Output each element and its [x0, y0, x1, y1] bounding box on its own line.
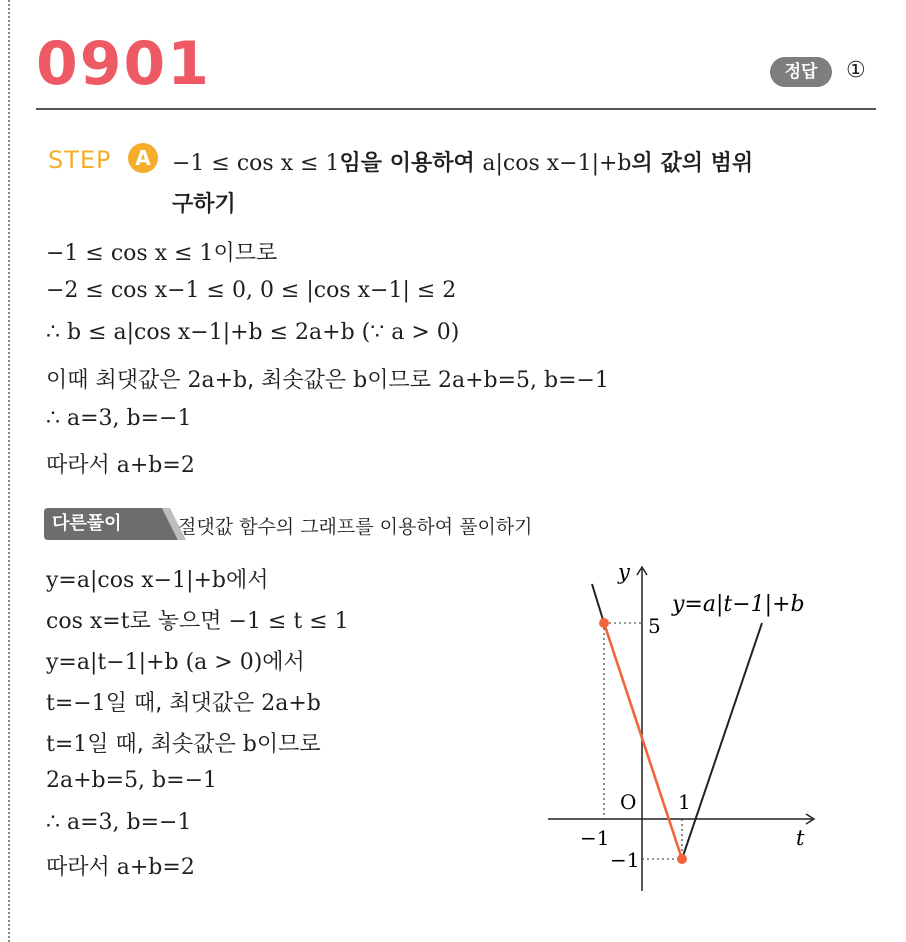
- alt-line-5: [46, 727, 321, 758]
- page-left-border: [8, 0, 10, 942]
- math: b: [242, 732, 257, 757]
- graph-highlight-segment: [604, 623, 682, 859]
- math: t=1: [46, 732, 88, 757]
- math: 2a+b: [261, 691, 321, 716]
- text: 일 때, 최솟값은: [87, 732, 243, 757]
- math: −1 ≤ t ≤ 1: [228, 609, 349, 634]
- text: 따라서: [46, 453, 117, 478]
- x-tick-neg: −1: [580, 826, 610, 850]
- text: 이므로: [213, 241, 278, 266]
- text: 에서: [262, 650, 305, 675]
- text: , 최솟값은: [247, 368, 354, 393]
- alt-line-4: [46, 686, 321, 717]
- math: y=a|cos x−1|+b: [46, 568, 227, 593]
- absolute-value-graph: [540, 555, 830, 900]
- text: 로 놓으면: [129, 609, 229, 634]
- min-point: [677, 854, 687, 864]
- math: t=−1: [46, 691, 106, 716]
- solution-line-4: [46, 363, 609, 394]
- x-tick-pos: 1: [678, 790, 691, 814]
- y-axis-label: y: [618, 560, 630, 584]
- alt-line-6: 2a+b=5, b=−1: [46, 768, 217, 793]
- step-title-line-2: 구하기: [172, 192, 236, 217]
- math: y=a|t−1|+b (a > 0): [46, 650, 263, 675]
- t-axis-label: t: [796, 826, 805, 850]
- step-title-line-1: [172, 146, 753, 177]
- step-title-text-2: 의 값의 범위: [631, 151, 754, 176]
- text: 일 때, 최댓값은: [105, 691, 262, 716]
- text: 이때 최댓값은: [46, 368, 188, 393]
- alt-line-2: [46, 604, 349, 635]
- math: 2a+b: [187, 368, 248, 393]
- step-title-text-1: 임을 이용하여: [339, 151, 483, 176]
- text: 이므로: [367, 368, 438, 393]
- max-point: [599, 618, 609, 628]
- math: a+b=2: [116, 453, 195, 478]
- math: −1 ≤ cos x ≤ 1: [46, 241, 214, 266]
- header-rule: [36, 108, 876, 110]
- text: 이므로: [256, 732, 321, 757]
- alternative-description: 절댓값 함수의 그래프를 이용하여 풀이하기: [178, 516, 533, 538]
- math: a+b=2: [116, 855, 195, 880]
- alt-line-7: ∴ a=3, b=−1: [46, 810, 192, 835]
- graph-left-extension: [592, 584, 604, 623]
- step-title-inequality: −1 ≤ cos x ≤ 1: [172, 151, 340, 176]
- alt-line-1: [46, 563, 269, 594]
- text: 따라서: [46, 855, 117, 880]
- step-title-expression: a|cos x−1|+b: [482, 151, 632, 176]
- alt-line-8: [46, 850, 195, 881]
- answer-badge: 정답: [770, 57, 832, 87]
- text: 에서: [226, 568, 269, 593]
- answer-value: ①: [846, 58, 866, 83]
- function-label: y=a|t−1|+b: [672, 592, 805, 617]
- alternative-label: 다른풀이: [52, 513, 122, 534]
- y-tick-min: −1: [610, 848, 640, 872]
- origin-label: O: [620, 790, 637, 814]
- solution-line-2: −2 ≤ cos x−1 ≤ 0, 0 ≤ |cos x−1| ≤ 2: [46, 278, 457, 303]
- step-letter-badge: A: [128, 143, 158, 173]
- solution-line-5: ∴ a=3, b=−1: [46, 406, 192, 431]
- graph-right-branch: [682, 623, 762, 859]
- y-tick-max: 5: [648, 614, 661, 638]
- math: 2a+b=5, b=−1: [437, 368, 609, 393]
- solution-line-6: [46, 448, 195, 479]
- step-label: STEP: [48, 146, 112, 174]
- alt-line-3: [46, 645, 305, 676]
- solution-line-1: [46, 236, 277, 267]
- problem-number: 0901: [36, 29, 211, 99]
- math: cos x=t: [46, 609, 130, 634]
- math: b: [353, 368, 368, 393]
- solution-line-3: ∴ b ≤ a|cos x−1|+b ≤ 2a+b (∵ a > 0): [46, 320, 460, 345]
